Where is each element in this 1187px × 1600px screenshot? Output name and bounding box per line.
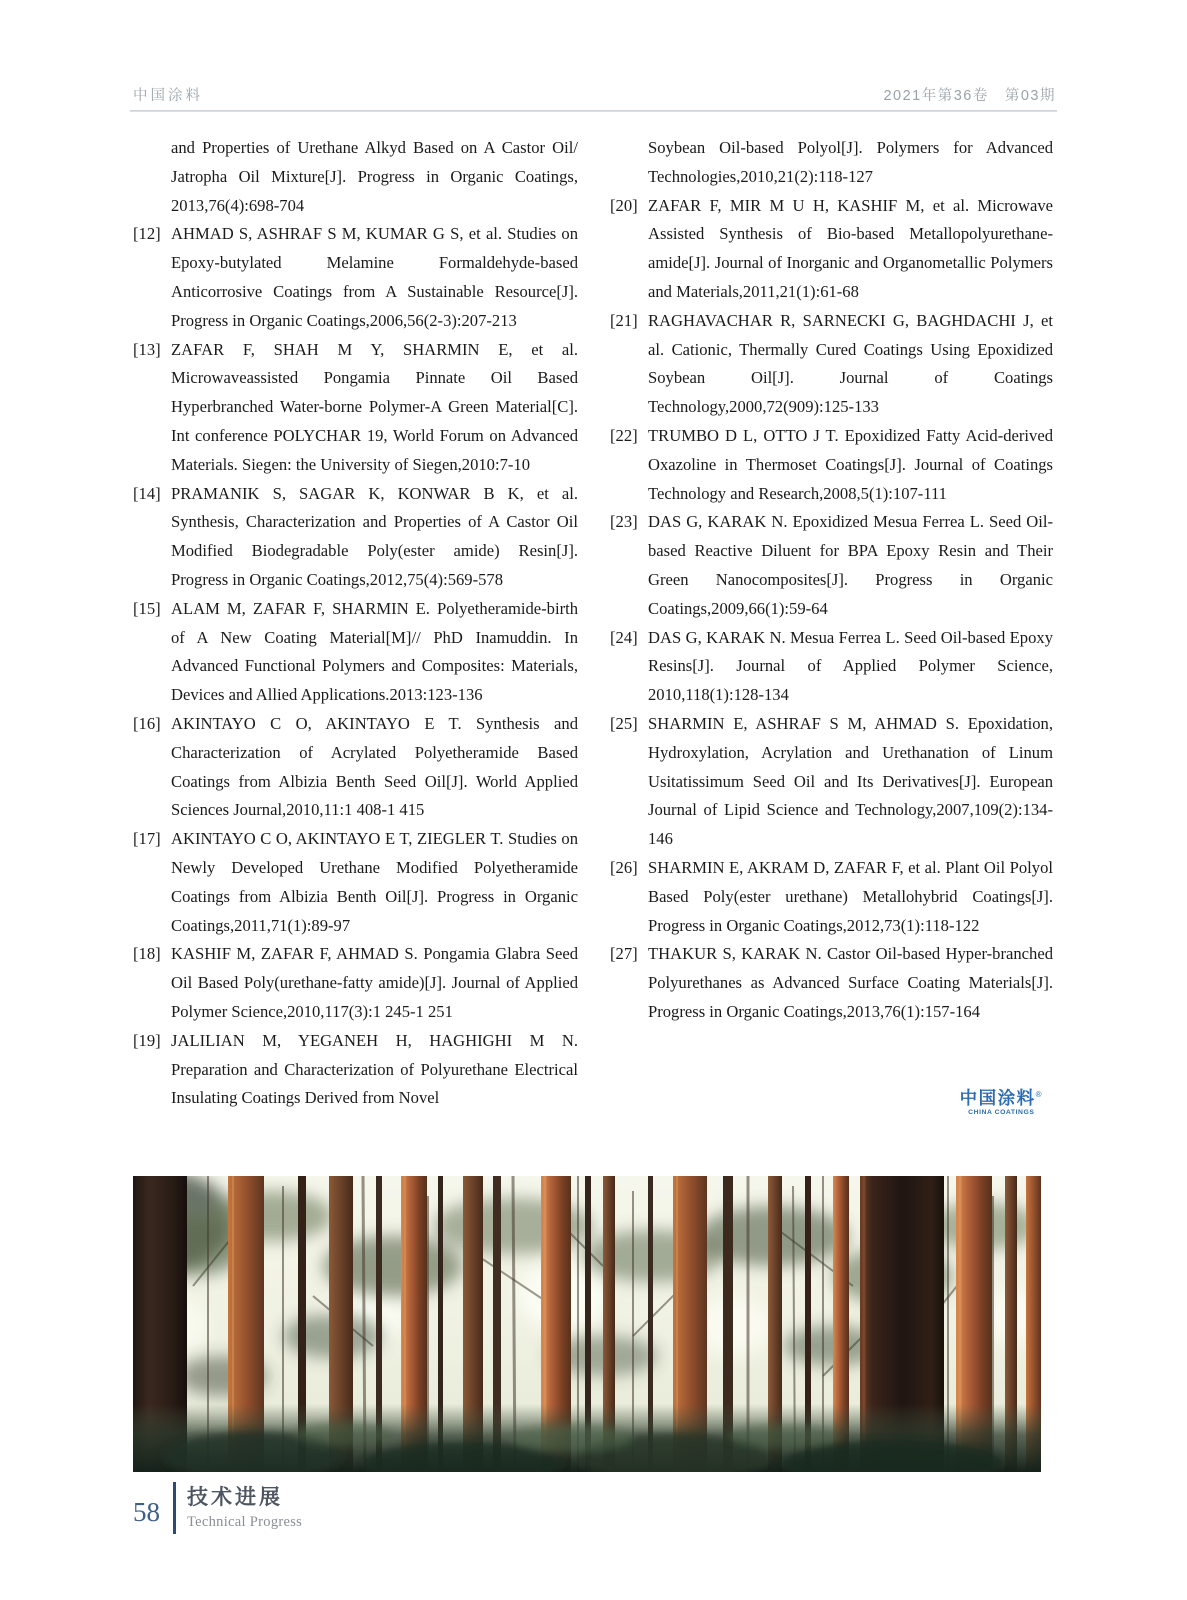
reference-text: AKINTAYO C O, AKINTAYO E T, ZIEGLER T. Studies on Newly Developed Urethane Modified Polyetheramide Coatings from Albizia Benth Oil[J]. Progress in Organic Coatings,2011,71(1):89-97 [171,829,578,935]
reference-item [133,480,578,595]
reference-text: SHARMIN E, ASHRAF S M, AHMAD S. Epoxidation, Hydroxylation, Acrylation and Urethanation of Linum Usitatissimum Seed Oil and Its Derivatives[J]. European Journal of Lipid Science and Technology,2007,109(2):134-146 [648,713,1053,849]
footer-section [187,1482,302,1534]
reference-label: [12] [133,224,161,244]
reference-label: [21] [610,310,638,330]
section-title-cn: 技术进展 [187,1486,283,1509]
reference-text: THAKUR S, KARAK N. Castor Oil-based Hyper-branched Polyurethanes as Advanced Surface Coating Materials[J]. Progress in Organic Coatings,2013,76(1):157-164 [648,944,1053,1021]
reference-text: RAGHAVACHAR R, SARNECKI G, BAGHDACHI J, et al. Cationic, Thermally Cured Coatings Using Epoxidized Soybean Oil[J]. Journal of Coatings Technology,2000,72(909):125-133 [648,310,1053,417]
page-footer [133,1482,302,1534]
page-header [133,84,1056,105]
registered-mark-icon: ® [1035,1090,1043,1099]
logo-chinese-name: 中国涂料® [959,1087,1043,1108]
page-number: 58 [133,1497,160,1527]
reference-item [610,854,1053,940]
reference-text: AKINTAYO C O, AKINTAYO E T. Synthesis and Characterization of Acrylated Polyetheramide Based Coatings from Albizia Benth Seed Oil[J]. World Applied Sciences Journal,2010,11:1 408-1 415 [171,713,578,820]
reference-item [133,940,578,1026]
reference-item [610,508,1053,623]
reference-text: Soybean Oil-based Polyol[J]. Polymers for Advanced Technologies,2010,21(2):118-127 [648,138,1053,186]
forest-photo [133,1176,1041,1472]
reference-text: SHARMIN E, AKRAM D, ZAFAR F, et al. Plant Oil Polyol Based Poly(ester urethane) Metallohybrid Coatings[J]. Progress in Organic Coatings,2012,73(1):118-122 [648,857,1053,935]
header-journal-name: 中国涂料 [133,88,203,104]
reference-label: [13] [133,339,161,359]
reference-item [610,307,1053,422]
reference-item [133,134,578,220]
reference-label: [14] [133,483,161,503]
reference-item [610,624,1053,710]
reference-item [610,710,1053,854]
footer-divider [173,1482,176,1534]
reference-label: [24] [610,627,638,647]
reference-label: [22] [610,425,638,445]
reference-label: [17] [133,829,161,849]
reference-item [133,595,578,710]
reference-label: [18] [133,944,161,964]
reference-label: [20] [610,195,638,215]
header-rule [130,110,1057,112]
reference-text: DAS G, KARAK N. Epoxidized Mesua Ferrea L. Seed Oil-based Reactive Diluent for BPA Epoxy Resin and Their Green Nanocomposites[J]. Progress in Organic Coatings,2009,66(1):59-64 [648,512,1053,618]
reference-text: AHMAD S, ASHRAF S M, KUMAR G S, et al. Studies on Epoxy-butylated Melamine Formaldehyde-based Anticorrosive Coatings from A Sustainable Resource[J]. Progress in Organic Coatings,2006,56(2-3):207-213 [171,224,578,330]
reference-label: [27] [610,944,638,964]
logo-english-name: CHINA COATINGS [968,1108,1035,1116]
reference-item [133,220,578,335]
reference-label: [16] [133,713,161,733]
reference-item [610,422,1053,508]
reference-text: DAS G, KARAK N. Mesua Ferrea L. Seed Oil-based Epoxy Resins[J]. Journal of Applied Polymer Science, 2010,118(1):128-134 [648,627,1053,705]
reference-label: [15] [133,598,161,618]
header-issue-info: 2021年第36卷 第03期 [883,88,1056,104]
reference-text: TRUMBO D L, OTTO J T. Epoxidized Fatty Acid-derived Oxazoline in Thermoset Coatings[J]. Journal of Coatings Technology and Research,2008,5(1):107-111 [648,425,1053,503]
references-left-column [133,134,578,1113]
section-title-en: Technical Progress [187,1514,303,1530]
reference-text: KASHIF M, ZAFAR F, AHMAD S. Pongamia Glabra Seed Oil Based Poly(urethane-fatty amide)[J]. Journal of Applied Polymer Science,2010,117(3):1 245-1 251 [171,944,578,1021]
reference-label: [26] [610,857,638,877]
references-right-column [610,134,1053,1027]
reference-item [610,192,1053,307]
reference-text: and Properties of Urethane Alkyd Based on A Castor Oil/ Jatropha Oil Mixture[J]. Progress in Organic Coatings, 2013,76(4):698-704 [171,138,578,215]
forest-photo-illustration [133,1176,1041,1472]
reference-text: PRAMANIK S, SAGAR K, KONWAR B K, et al. Synthesis, Characterization and Properties of A Castor Oil Modified Biodegradable Poly(ester amide) Resin[J]. Progress in Organic Coatings,2012,75(4):569-578 [171,483,578,589]
reference-text: ZAFAR F, SHAH M Y, SHARMIN E, et al. Microwaveassisted Pongamia Pinnate Oil Based Hyperbranched Water-borne Polymer-A Green Material[C]. Int conference POLYCHAR 19, World Forum on Advanced Materials. Siegen: the University of Siegen,2010:7-10 [171,339,578,474]
reference-text: ALAM M, ZAFAR F, SHARMIN E. Polyetheramide-birth of A New Coating Material[M]// PhD Inamuddin. In Advanced Functional Polymers and Composites: Materials, Devices and Allied Applications.2013:123-136 [171,598,578,705]
reference-item [133,1027,578,1113]
reference-item [133,336,578,480]
china-coatings-logo [960,1086,1043,1116]
reference-label: [23] [610,512,638,532]
reference-text: ZAFAR F, MIR M U H, KASHIF M, et al. Microwave Assisted Synthesis of Bio-based Metallopolyurethane-amide[J]. Journal of Inorganic and Organometallic Polymers and Materials,2011,21(1):61-68 [648,195,1053,301]
reference-item [610,940,1053,1026]
reference-item [133,710,578,825]
reference-item [133,825,578,940]
reference-label: [25] [610,713,638,733]
reference-item [610,134,1053,192]
reference-label: [19] [133,1030,161,1050]
reference-text: JALILIAN M, YEGANEH H, HAGHIGHI M N. Preparation and Characterization of Polyurethane Electrical Insulating Coatings Derived from Novel [171,1030,578,1108]
